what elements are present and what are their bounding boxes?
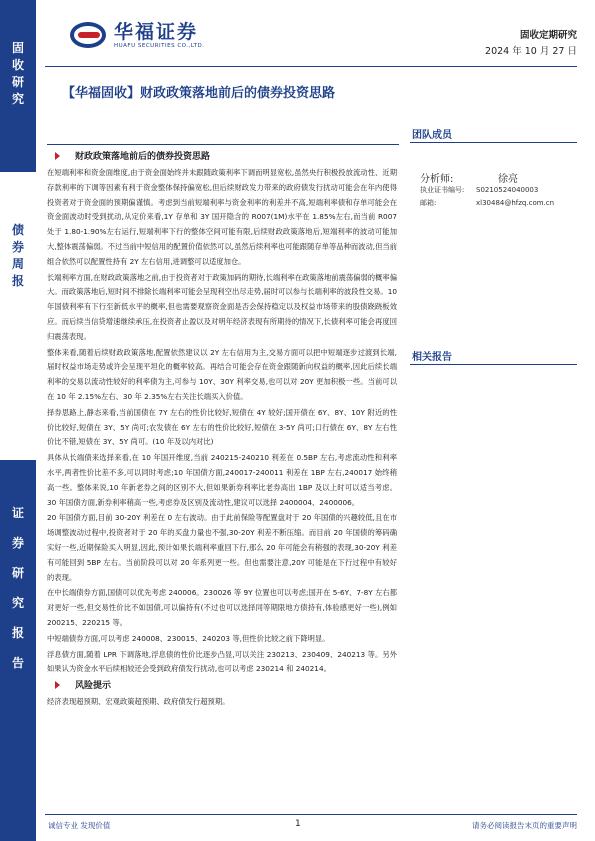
footer-slogan: 诚信专业 发现价值 <box>48 821 111 830</box>
header-info <box>485 28 577 60</box>
paragraph: 整体来看,随着后续财政政策落地,配置依然建议以 2Y 左右信用为主,交易方面可以把中短端逐步过渡到长端,届时权益市场走势或许会呈现平坦化的概率较高。再结合可能会存在资金跟随新向权益的概率,因此后续长端利率的交易以流动性较好的利率债为主,可参与 10Y、30Y 利率交易,也可以对 20Y 更加积极一些。当前可以在 10 年 2.15%左右、30 年 2.35%左右关注长端买入价值。 <box>47 347 397 401</box>
section-2-body <box>47 695 399 710</box>
paragraph: 长端利率方面,在财政政策落地之前,由于投资者对于政策加码的期待,长端利率在政策落地前震荡偏弱的概率偏大。而政策落地后,短时间不排除长端利率可能会呈现利空出尽走势,届时可以参与长端利率的波段性交易。10 年国债利率有下行至新低水平的概率,但也需要观察资金面是否会保持稳定以及权益市场带来的股债跷跷板效应。而后续当信贷增速继续承压,在投资者止盈以及对明年经济表现有所期待的情况下,长债利率可能会再度回归震荡表现。 <box>47 272 397 341</box>
paragraph: 中短端债券方面,可以考虑 240008、230015、240203 等,但性价比较之前下降明显。 <box>47 633 330 643</box>
analyst-label: 分析师: <box>420 174 454 185</box>
triangle-bullet-icon <box>55 681 60 689</box>
brand-logo <box>70 20 204 50</box>
team-label: 团队成员 <box>412 130 452 141</box>
footer-disclaimer: 请务必阅读报告末页的重要声明 <box>472 821 577 830</box>
sidebar-bottom-label: 证 券 研 究 报 告 <box>11 506 24 670</box>
email-key: 邮箱: <box>420 199 437 207</box>
sidebar-band-mid <box>0 172 36 460</box>
report-type: 固收定期研究 <box>519 30 577 41</box>
page-number: 1 <box>295 819 301 829</box>
paragraph: 在中长端债券方面,国债可以优先考虑 240006。230026 等 9Y 位置也可以考虑;国开在 5-6Y、7-8Y 左右都对更好一些,但交易性价比不如国债,可以偏持有(不过也可以选择同等期限地方债持有,体验感更好一些),例如 200215、220215 等。 <box>47 588 397 627</box>
paragraph: 浮息债方面,随着 LPR 下调落地,浮息债的性价比逐步凸显,可以关注 230213、230409、240213 等。另外如果认为资金水平后续相较还会受到政府债发行扰动,也可以考虑 230214 和 240214。 <box>47 649 397 674</box>
section-heading: 风险提示 <box>47 678 399 694</box>
sidebar-top-label: 固 收 研 究 <box>11 41 24 106</box>
paragraph: 在短端利率和资金面维度,由于资金面始终并未跟随政策利率下调而明显宽松,虽然央行积极投放流动性、近期存款利率的下调等因素有利于资金整体保持偏宽松,但后续财政发力带来的政府债发行扰动可能会在年内使得投资者对于资金面的预期偏谨慎。考虑到当前短端利率与资金利率的利差并不高,短端利率债和存单可能会在资金面波动时受到扰动,从定价来看,1Y 存单和 3Y 国开隐含的 R007(1M)水平在 1.85%左右,而当前 R007 处于 1.80-1.90%左右运行,短端利率下行的整体空间可能有限,后续财政政策落地后,短端利率的波动可能加大,整体震荡偏弱。不过当前中短信用的配置价值依然可以,虽然后续利率也可能跟随存单等品种而波动,但当前组合依然可以配置性持有 2Y 左右信用,进调整可以适度加仓。 <box>47 168 397 266</box>
footer-divider <box>45 814 577 815</box>
email-value[interactable]: xl30484@hfzq.com.cn <box>476 199 555 207</box>
header-divider <box>45 66 577 67</box>
triangle-bullet-icon <box>55 152 60 160</box>
related-divider <box>410 364 577 365</box>
section-divider <box>47 144 399 145</box>
email-row <box>420 198 554 208</box>
section-1-body <box>47 166 399 677</box>
cert-value: S0210524040003 <box>476 186 539 194</box>
paragraph: 20 年国债方面,目前 30-20Y 利差在 0 左右波动。由于此前保险等配置盘对于 20 年国债的兴趣较低,且在市场调整波动过程中,投资者对于 20 年的买盘力量也不强,30-20Y 利差不断压缩。而目前 20 年国债的筹码确实好一些,近期保险买入明显,因此,预计如果长端利率重回下行,那么 20 年可能会有稍强的表现,30-20Y 利差有可能回到 5BP 左右。当前阶段可以对 20 年系列更一些。但也需要注意,20Y 可能是在下行过程中有较好的表现。 <box>47 513 397 582</box>
team-divider <box>410 142 577 143</box>
cert-key: 执业证书编号: <box>420 186 465 194</box>
report-body <box>47 140 399 711</box>
report-date: 2024 年 10 月 27 日 <box>485 46 577 57</box>
page-title: 【华福固收】财政政策落地前后的债券投资思路 <box>62 86 336 101</box>
related-reports-label: 相关报告 <box>412 352 452 363</box>
brand-name-cn: 华福证券 <box>114 21 199 43</box>
section-heading: 财政政策落地前后的债券投资思路 <box>47 149 399 165</box>
paragraph: 经济表现超预期、宏观政策超预期、政府债发行超预期。 <box>47 697 230 707</box>
brand-name-en: HUAFU SECURITIES CO.,LTD. <box>114 43 205 49</box>
sidebar-mid-label: 债 券 周 报 <box>11 223 24 288</box>
brand-mark-icon <box>70 20 108 50</box>
cert-row <box>420 185 538 195</box>
paragraph: 具体从长端债来选择来看,在 10 年国开维度,当前 240215-240210 利差在 0.5BP 左右,考虑流动性和利率水平,两者性价比差不多,可以同时考虑;10 年国债方面,240017-240011 利差在 1BP 左右,240017 始终稍高一些。整体来说,10 年新老券之间的区别不大,但如果新券利率比老券高出 1BP 及以上时可以适当考虑。30 年国债方面,新券利率稍高一些,考虑券及区别及流动性,建议可以选择 2400004、2400006。 <box>47 453 397 507</box>
analyst-name: 徐亮 <box>498 174 518 185</box>
analyst-row <box>420 170 518 185</box>
paragraph: 择券思路上,静态来看,当前国债在 7Y 左右的性价比较好,短债在 4Y 较好;国开债在 6Y、8Y、10Y 附近的性价比较好,短债在 3Y、5Y 尚可;农发债在 6Y 左右的性价比较好,短债在 3-5Y 尚可;口行债在 6Y、8Y 左右性价比不错,短债在 3Y、5Y 尚可。(10 年及以内对比) <box>47 407 397 447</box>
